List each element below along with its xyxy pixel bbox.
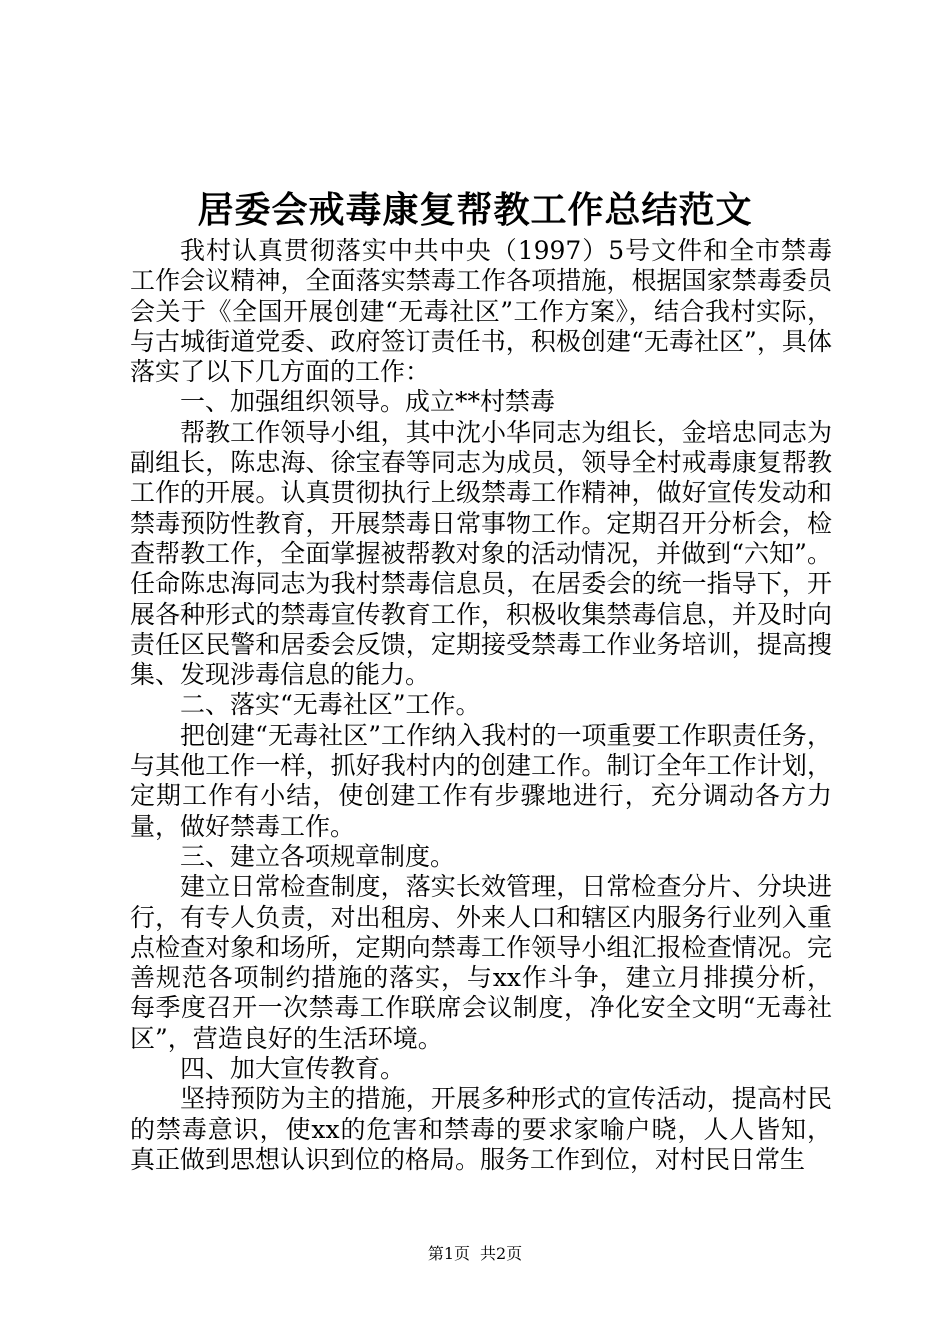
page-total: 共2页 — [480, 1244, 523, 1263]
document-body — [130, 236, 832, 1175]
paragraph-section-1: 帮教工作领导小组，其中沈小华同志为组长，金培忠同志为副组长，陈忠海、徐宝春等同志为成员，领导全村戒毒康复帮教工作的开展。认真贯彻执行上级禁毒工作精神，做好宣传发动和禁毒预防性教育，开展禁毒日常事物工作。定期召开分析会，检查帮教工作，全面掌握被帮教对象的活动情况，并做到“六知”。任命陈忠海同志为我村禁毒信息员，在居委会的统一指导下，开展各种形式的禁毒宣传教育工作，积极收集禁毒信息，并及时向责任区民警和居委会反馈，定期接受禁毒工作业务培训，提高搜集、发现涉毒信息的能力。 — [130, 417, 832, 690]
paragraph-section-3: 建立日常检查制度，落实长效管理，日常检查分片、分块进行，有专人负责，对出租房、外来人口和辖区内服务行业列入重点检查对象和场所，定期向禁毒工作领导小组汇报检查情况。完善规范各项制约措施的落实，与xx作斗争，建立月排摸分析，每季度召开一次禁毒工作联席会议制度，净化安全文明“无毒社区”，营造良好的生活环境。 — [130, 872, 832, 1053]
section-heading-4: 四、加大宣传教育。 — [180, 1054, 406, 1084]
document-title: 居委会戒毒康复帮教工作总结范文 — [197, 189, 753, 231]
section-heading-3: 三、建立各项规章制度。 — [180, 841, 456, 871]
section-heading-1: 一、加强组织领导。成立**村禁毒 — [180, 387, 556, 417]
section-heading-2: 二、落实“无毒社区”工作。 — [180, 690, 481, 720]
page-number: 第1页 — [427, 1244, 470, 1263]
paragraph-section-4: 坚持预防为主的措施，开展多种形式的宣传活动，提高村民的禁毒意识，使xx的危害和禁毒的要求家喻户晓，人人皆知，真正做到思想认识到位的格局。服务工作到位，对村民日常生 — [130, 1084, 832, 1174]
page-footer — [0, 1244, 950, 1264]
paragraph-section-2: 把创建“无毒社区”工作纳入我村的一项重要工作职责任务，与其他工作一样，抓好我村内的创建工作。制订全年工作计划，定期工作有小结，使创建工作有步骤地进行，充分调动各方力量，做好禁毒工作。 — [130, 720, 832, 841]
paragraph-intro: 我村认真贯彻落实中共中央（1997）5号文件和全市禁毒工作会议精神，全面落实禁毒工作各项措施，根据国家禁毒委员会关于《全国开展创建“无毒社区”工作方案》，结合我村实际，与古城街道党委、政府签订责任书，积极创建“无毒社区”，具体落实了以下几方面的工作： — [130, 236, 832, 387]
